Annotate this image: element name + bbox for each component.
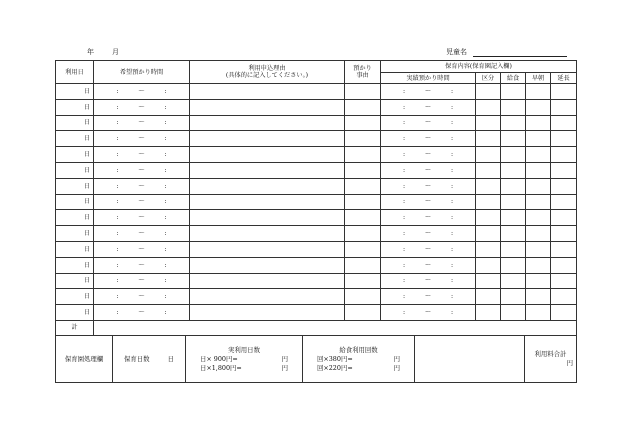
colon: :: [402, 151, 406, 159]
colon: :: [164, 166, 167, 174]
actual-hours-cell[interactable]: [381, 289, 476, 305]
tilde: 〜: [424, 309, 432, 317]
custody-reason-cell[interactable]: [345, 289, 381, 305]
tilde: 〜: [424, 182, 432, 190]
desired-hours-cell[interactable]: [94, 115, 190, 131]
extended-cell[interactable]: [551, 178, 577, 194]
meal-cell[interactable]: [501, 273, 526, 289]
reason-cell[interactable]: [190, 241, 345, 257]
colon: :: [116, 198, 119, 206]
tilde: 〜: [424, 198, 432, 206]
custody-reason-cell[interactable]: [345, 84, 381, 100]
tilde: 〜: [138, 119, 145, 127]
table-row: [56, 115, 577, 131]
desired-hours-cell[interactable]: [94, 147, 190, 163]
colon: :: [450, 277, 454, 285]
tilde: 〜: [138, 103, 145, 111]
reason-cell[interactable]: [190, 131, 345, 147]
tilde: 〜: [138, 245, 145, 253]
rate-220-yen: 円: [393, 363, 400, 372]
colon: :: [164, 309, 167, 317]
desired-hours-cell[interactable]: [94, 305, 190, 321]
reason-cell[interactable]: [190, 84, 345, 100]
day-suffix: 日: [83, 214, 90, 222]
extended-cell[interactable]: [551, 257, 577, 273]
table-row: [56, 241, 577, 257]
care-record-table: [55, 60, 577, 336]
early-cell[interactable]: [526, 162, 551, 178]
colon: :: [164, 245, 167, 253]
colon: :: [450, 103, 454, 111]
custody-reason-cell[interactable]: [345, 147, 381, 163]
custody-reason-cell[interactable]: [345, 273, 381, 289]
colon: :: [116, 293, 119, 301]
colon: :: [164, 277, 167, 285]
meal-cell[interactable]: [501, 257, 526, 273]
early-cell[interactable]: [526, 257, 551, 273]
actual-hours-cell[interactable]: [381, 273, 476, 289]
col-use-day: 利用日: [56, 61, 94, 84]
tilde: 〜: [138, 230, 145, 238]
tilde: 〜: [424, 135, 432, 143]
desired-hours-cell[interactable]: [94, 84, 190, 100]
actual-hours-cell[interactable]: [381, 147, 476, 163]
category-cell[interactable]: [476, 194, 501, 210]
actual-hours-cell[interactable]: [381, 305, 476, 321]
desired-hours-cell[interactable]: [94, 241, 190, 257]
reason-cell[interactable]: [190, 115, 345, 131]
early-cell[interactable]: [526, 99, 551, 115]
reason-cell[interactable]: [190, 99, 345, 115]
custody-reason-cell[interactable]: [345, 210, 381, 226]
extended-cell[interactable]: [551, 273, 577, 289]
colon: :: [450, 119, 454, 127]
reason-cell[interactable]: [190, 147, 345, 163]
category-cell[interactable]: [476, 147, 501, 163]
month-label: 月: [112, 48, 119, 56]
day-cell[interactable]: [56, 99, 94, 115]
col-reason: [190, 61, 345, 84]
category-cell[interactable]: [476, 99, 501, 115]
day-cell[interactable]: [56, 162, 94, 178]
total-cell[interactable]: [94, 320, 577, 335]
custody-reason-line1: 預かり: [353, 65, 372, 72]
reason-cell[interactable]: [190, 289, 345, 305]
colon: :: [164, 214, 167, 222]
meal-cell[interactable]: [501, 84, 526, 100]
child-name-label: 児童名: [446, 48, 467, 56]
col-extended: 延長: [551, 73, 577, 84]
actual-hours-cell[interactable]: [381, 194, 476, 210]
early-cell[interactable]: [526, 178, 551, 194]
desired-hours-cell[interactable]: [94, 131, 190, 147]
actual-days-title: 実利用日数: [228, 345, 260, 354]
category-cell[interactable]: [476, 257, 501, 273]
early-cell[interactable]: [526, 84, 551, 100]
colon: :: [450, 198, 454, 206]
custody-reason-cell[interactable]: [345, 131, 381, 147]
tilde: 〜: [138, 87, 145, 95]
reason-cell[interactable]: [190, 305, 345, 321]
day-cell[interactable]: [56, 210, 94, 226]
rate-380-yen: 円: [393, 354, 400, 363]
fee-total-cell[interactable]: [525, 336, 577, 383]
table-row: [56, 305, 577, 321]
rate-380: 回×380円=: [317, 354, 353, 363]
colon: :: [402, 119, 406, 127]
care-days-cell[interactable]: [113, 336, 186, 383]
actual-hours-cell[interactable]: [381, 178, 476, 194]
table-row: [56, 99, 577, 115]
actual-hours-cell[interactable]: [381, 115, 476, 131]
custody-reason-cell[interactable]: [345, 305, 381, 321]
meal-cell[interactable]: [501, 226, 526, 242]
category-cell[interactable]: [476, 226, 501, 242]
colon: :: [450, 230, 454, 238]
day-suffix: 日: [83, 119, 90, 127]
colon: :: [402, 182, 406, 190]
reason-cell[interactable]: [190, 226, 345, 242]
tilde: 〜: [138, 277, 145, 285]
day-suffix: 日: [83, 103, 90, 111]
colon: :: [450, 151, 454, 159]
colon: :: [402, 166, 406, 174]
col-desired-hours: 希望預かり時間: [94, 61, 190, 84]
desired-hours-cell[interactable]: [94, 210, 190, 226]
meal-cell[interactable]: [501, 162, 526, 178]
day-cell[interactable]: [56, 226, 94, 242]
colon: :: [164, 151, 167, 159]
day-suffix: 日: [83, 261, 90, 269]
meal-cell[interactable]: [501, 99, 526, 115]
processing-column-label: 保育園処理欄: [56, 336, 113, 383]
day-suffix: 日: [83, 245, 90, 253]
category-cell[interactable]: [476, 131, 501, 147]
day-cell[interactable]: [56, 178, 94, 194]
colon: :: [450, 214, 454, 222]
desired-hours-cell[interactable]: [94, 178, 190, 194]
day-cell[interactable]: [56, 147, 94, 163]
colon: :: [116, 135, 119, 143]
desired-hours-cell[interactable]: [94, 162, 190, 178]
col-custody-reason: [345, 61, 381, 84]
meal-count-cell[interactable]: [303, 336, 415, 383]
colon: :: [402, 309, 406, 317]
desired-hours-cell[interactable]: [94, 289, 190, 305]
extended-cell[interactable]: [551, 241, 577, 257]
reason-cell[interactable]: [190, 210, 345, 226]
colon: :: [164, 103, 167, 111]
colon: :: [116, 277, 119, 285]
day-cell[interactable]: [56, 273, 94, 289]
reason-cell[interactable]: [190, 162, 345, 178]
reason-cell[interactable]: [190, 273, 345, 289]
custody-reason-cell[interactable]: [345, 194, 381, 210]
year-label: 年: [87, 48, 94, 56]
meal-cell[interactable]: [501, 210, 526, 226]
day-cell[interactable]: [56, 305, 94, 321]
tilde: 〜: [138, 198, 145, 206]
extended-cell[interactable]: [551, 162, 577, 178]
early-cell[interactable]: [526, 115, 551, 131]
tilde: 〜: [424, 293, 432, 301]
total-label: 計: [56, 320, 94, 335]
custody-reason-cell[interactable]: [345, 99, 381, 115]
colon: :: [116, 87, 119, 95]
extended-cell[interactable]: [551, 210, 577, 226]
extended-cell[interactable]: [551, 194, 577, 210]
extended-cell[interactable]: [551, 131, 577, 147]
actual-days-cell[interactable]: [186, 336, 303, 383]
extended-cell[interactable]: [551, 99, 577, 115]
colon: :: [164, 230, 167, 238]
table-row: [56, 162, 577, 178]
tilde: 〜: [138, 214, 145, 222]
colon: :: [116, 166, 119, 174]
colon: :: [116, 245, 119, 253]
colon: :: [450, 309, 454, 317]
colon: :: [164, 182, 167, 190]
day-cell[interactable]: [56, 289, 94, 305]
table-row: [56, 226, 577, 242]
category-cell[interactable]: [476, 84, 501, 100]
fee-total-unit: 円: [566, 359, 573, 367]
early-cell[interactable]: [526, 147, 551, 163]
tilde: 〜: [138, 293, 145, 301]
category-cell[interactable]: [476, 289, 501, 305]
tilde: 〜: [424, 87, 432, 95]
tilde: 〜: [424, 103, 432, 111]
day-cell[interactable]: [56, 115, 94, 131]
reason-cell[interactable]: [190, 257, 345, 273]
category-cell[interactable]: [476, 273, 501, 289]
rate-900: 日× 900円=: [200, 354, 238, 363]
tilde: 〜: [138, 261, 145, 269]
tilde: 〜: [138, 166, 145, 174]
colon: :: [450, 293, 454, 301]
actual-hours-cell[interactable]: [381, 99, 476, 115]
colon: :: [116, 214, 119, 222]
tilde: 〜: [138, 182, 145, 190]
colon: :: [164, 87, 167, 95]
actual-hours-cell[interactable]: [381, 84, 476, 100]
colon: :: [402, 214, 406, 222]
early-cell[interactable]: [526, 194, 551, 210]
early-cell[interactable]: [526, 226, 551, 242]
category-cell[interactable]: [476, 178, 501, 194]
table-row: [56, 147, 577, 163]
day-suffix: 日: [83, 198, 90, 206]
care-days-label: 保育日数: [123, 354, 150, 363]
table-row: [56, 273, 577, 289]
colon: :: [164, 135, 167, 143]
day-cell[interactable]: [56, 131, 94, 147]
category-cell[interactable]: [476, 115, 501, 131]
desired-hours-cell[interactable]: [94, 226, 190, 242]
tilde: 〜: [424, 277, 432, 285]
colon: :: [402, 293, 406, 301]
custody-reason-cell[interactable]: [345, 226, 381, 242]
col-category: 区分: [476, 73, 501, 84]
colon: :: [402, 87, 406, 95]
desired-hours-cell[interactable]: [94, 257, 190, 273]
processing-table: [55, 335, 577, 383]
day-suffix: 日: [83, 277, 90, 285]
extended-cell[interactable]: [551, 226, 577, 242]
early-cell[interactable]: [526, 289, 551, 305]
actual-hours-cell[interactable]: [381, 226, 476, 242]
colon: :: [116, 119, 119, 127]
desired-hours-cell[interactable]: [94, 273, 190, 289]
day-suffix: 日: [83, 135, 90, 143]
fee-total-label: 利用料合計: [534, 350, 567, 358]
colon: :: [402, 230, 406, 238]
reason-cell[interactable]: [190, 194, 345, 210]
actual-hours-cell[interactable]: [381, 257, 476, 273]
desired-hours-cell[interactable]: [94, 99, 190, 115]
day-suffix: 日: [83, 182, 90, 190]
extended-cell[interactable]: [551, 147, 577, 163]
rate-1800-yen: 円: [281, 363, 288, 372]
colon: :: [116, 182, 119, 190]
colon: :: [116, 309, 119, 317]
rate-220: 回×220円=: [317, 363, 353, 372]
day-suffix: 日: [83, 151, 90, 159]
colon: :: [116, 103, 119, 111]
extended-cell[interactable]: [551, 289, 577, 305]
meal-cell[interactable]: [501, 115, 526, 131]
category-cell[interactable]: [476, 305, 501, 321]
actual-hours-cell[interactable]: [381, 131, 476, 147]
extended-cell[interactable]: [551, 84, 577, 100]
category-cell[interactable]: [476, 210, 501, 226]
table-row: [56, 84, 577, 100]
meal-cell[interactable]: [501, 305, 526, 321]
child-name-field[interactable]: [473, 56, 567, 57]
early-cell[interactable]: [526, 273, 551, 289]
colon: :: [402, 103, 406, 111]
table-row: [56, 131, 577, 147]
col-meal: 給食: [501, 73, 526, 84]
custody-reason-cell[interactable]: [345, 257, 381, 273]
table-row: [56, 289, 577, 305]
colon: :: [450, 87, 454, 95]
custody-reason-cell[interactable]: [345, 115, 381, 131]
desired-hours-cell[interactable]: [94, 194, 190, 210]
colon: :: [450, 135, 454, 143]
early-cell[interactable]: [526, 305, 551, 321]
colon: :: [116, 151, 119, 159]
reason-note: (具体的に記入してください。): [225, 72, 309, 79]
meal-cell[interactable]: [501, 241, 526, 257]
colon: :: [450, 245, 454, 253]
day-cell[interactable]: [56, 194, 94, 210]
colon: :: [164, 261, 167, 269]
meal-cell[interactable]: [501, 178, 526, 194]
table-row: [56, 194, 577, 210]
table-row: [56, 210, 577, 226]
day-suffix: 日: [83, 166, 90, 174]
actual-hours-cell[interactable]: [381, 210, 476, 226]
colon: :: [116, 230, 119, 238]
day-suffix: 日: [83, 230, 90, 238]
day-suffix: 日: [83, 293, 90, 301]
actual-hours-cell[interactable]: [381, 241, 476, 257]
day-suffix: 日: [83, 309, 90, 317]
table-row: [56, 178, 577, 194]
colon: :: [402, 277, 406, 285]
col-actual-hours: 実績預かり時間: [381, 73, 476, 84]
meal-count-title: 給食利用回数: [339, 345, 378, 354]
rate-1800: 日×1,800円=: [200, 363, 242, 372]
meal-cell[interactable]: [501, 131, 526, 147]
day-cell[interactable]: [56, 84, 94, 100]
category-cell[interactable]: [476, 241, 501, 257]
rate-900-yen: 円: [281, 354, 288, 363]
colon: :: [164, 198, 167, 206]
early-cell[interactable]: [526, 131, 551, 147]
early-cell[interactable]: [526, 210, 551, 226]
tilde: 〜: [424, 230, 432, 238]
category-cell[interactable]: [476, 162, 501, 178]
early-cell[interactable]: [526, 241, 551, 257]
custody-reason-cell[interactable]: [345, 162, 381, 178]
colon: :: [450, 261, 454, 269]
colon: :: [402, 245, 406, 253]
colon: :: [164, 119, 167, 127]
colon: :: [450, 166, 454, 174]
extended-cell[interactable]: [551, 305, 577, 321]
extended-cell[interactable]: [551, 115, 577, 131]
tilde: 〜: [138, 135, 145, 143]
colon: :: [402, 198, 406, 206]
col-care-content: 保育内容(保育園記入欄): [381, 61, 577, 73]
colon: :: [164, 293, 167, 301]
custody-reason-line2: 事由: [356, 72, 369, 79]
day-suffix: 日: [83, 87, 90, 95]
meal-cell[interactable]: [501, 194, 526, 210]
colon: :: [402, 135, 406, 143]
day-cell[interactable]: [56, 257, 94, 273]
custody-reason-cell[interactable]: [345, 241, 381, 257]
tilde: 〜: [424, 261, 432, 269]
tilde: 〜: [424, 245, 432, 253]
colon: :: [450, 182, 454, 190]
colon: :: [116, 261, 119, 269]
col-early: 早朝: [526, 73, 551, 84]
custody-reason-cell[interactable]: [345, 178, 381, 194]
care-days-unit: 日: [167, 354, 175, 363]
meal-cell[interactable]: [501, 289, 526, 305]
meal-cell[interactable]: [501, 147, 526, 163]
day-cell[interactable]: [56, 241, 94, 257]
tilde: 〜: [138, 309, 145, 317]
actual-hours-cell[interactable]: [381, 162, 476, 178]
table-row: [56, 257, 577, 273]
reason-title: 利用申込理由: [248, 65, 286, 72]
tilde: 〜: [424, 214, 432, 222]
blank-cell[interactable]: [415, 336, 525, 383]
tilde: 〜: [138, 151, 145, 159]
reason-cell[interactable]: [190, 178, 345, 194]
colon: :: [402, 261, 406, 269]
tilde: 〜: [424, 166, 432, 174]
tilde: 〜: [424, 119, 432, 127]
tilde: 〜: [424, 151, 432, 159]
